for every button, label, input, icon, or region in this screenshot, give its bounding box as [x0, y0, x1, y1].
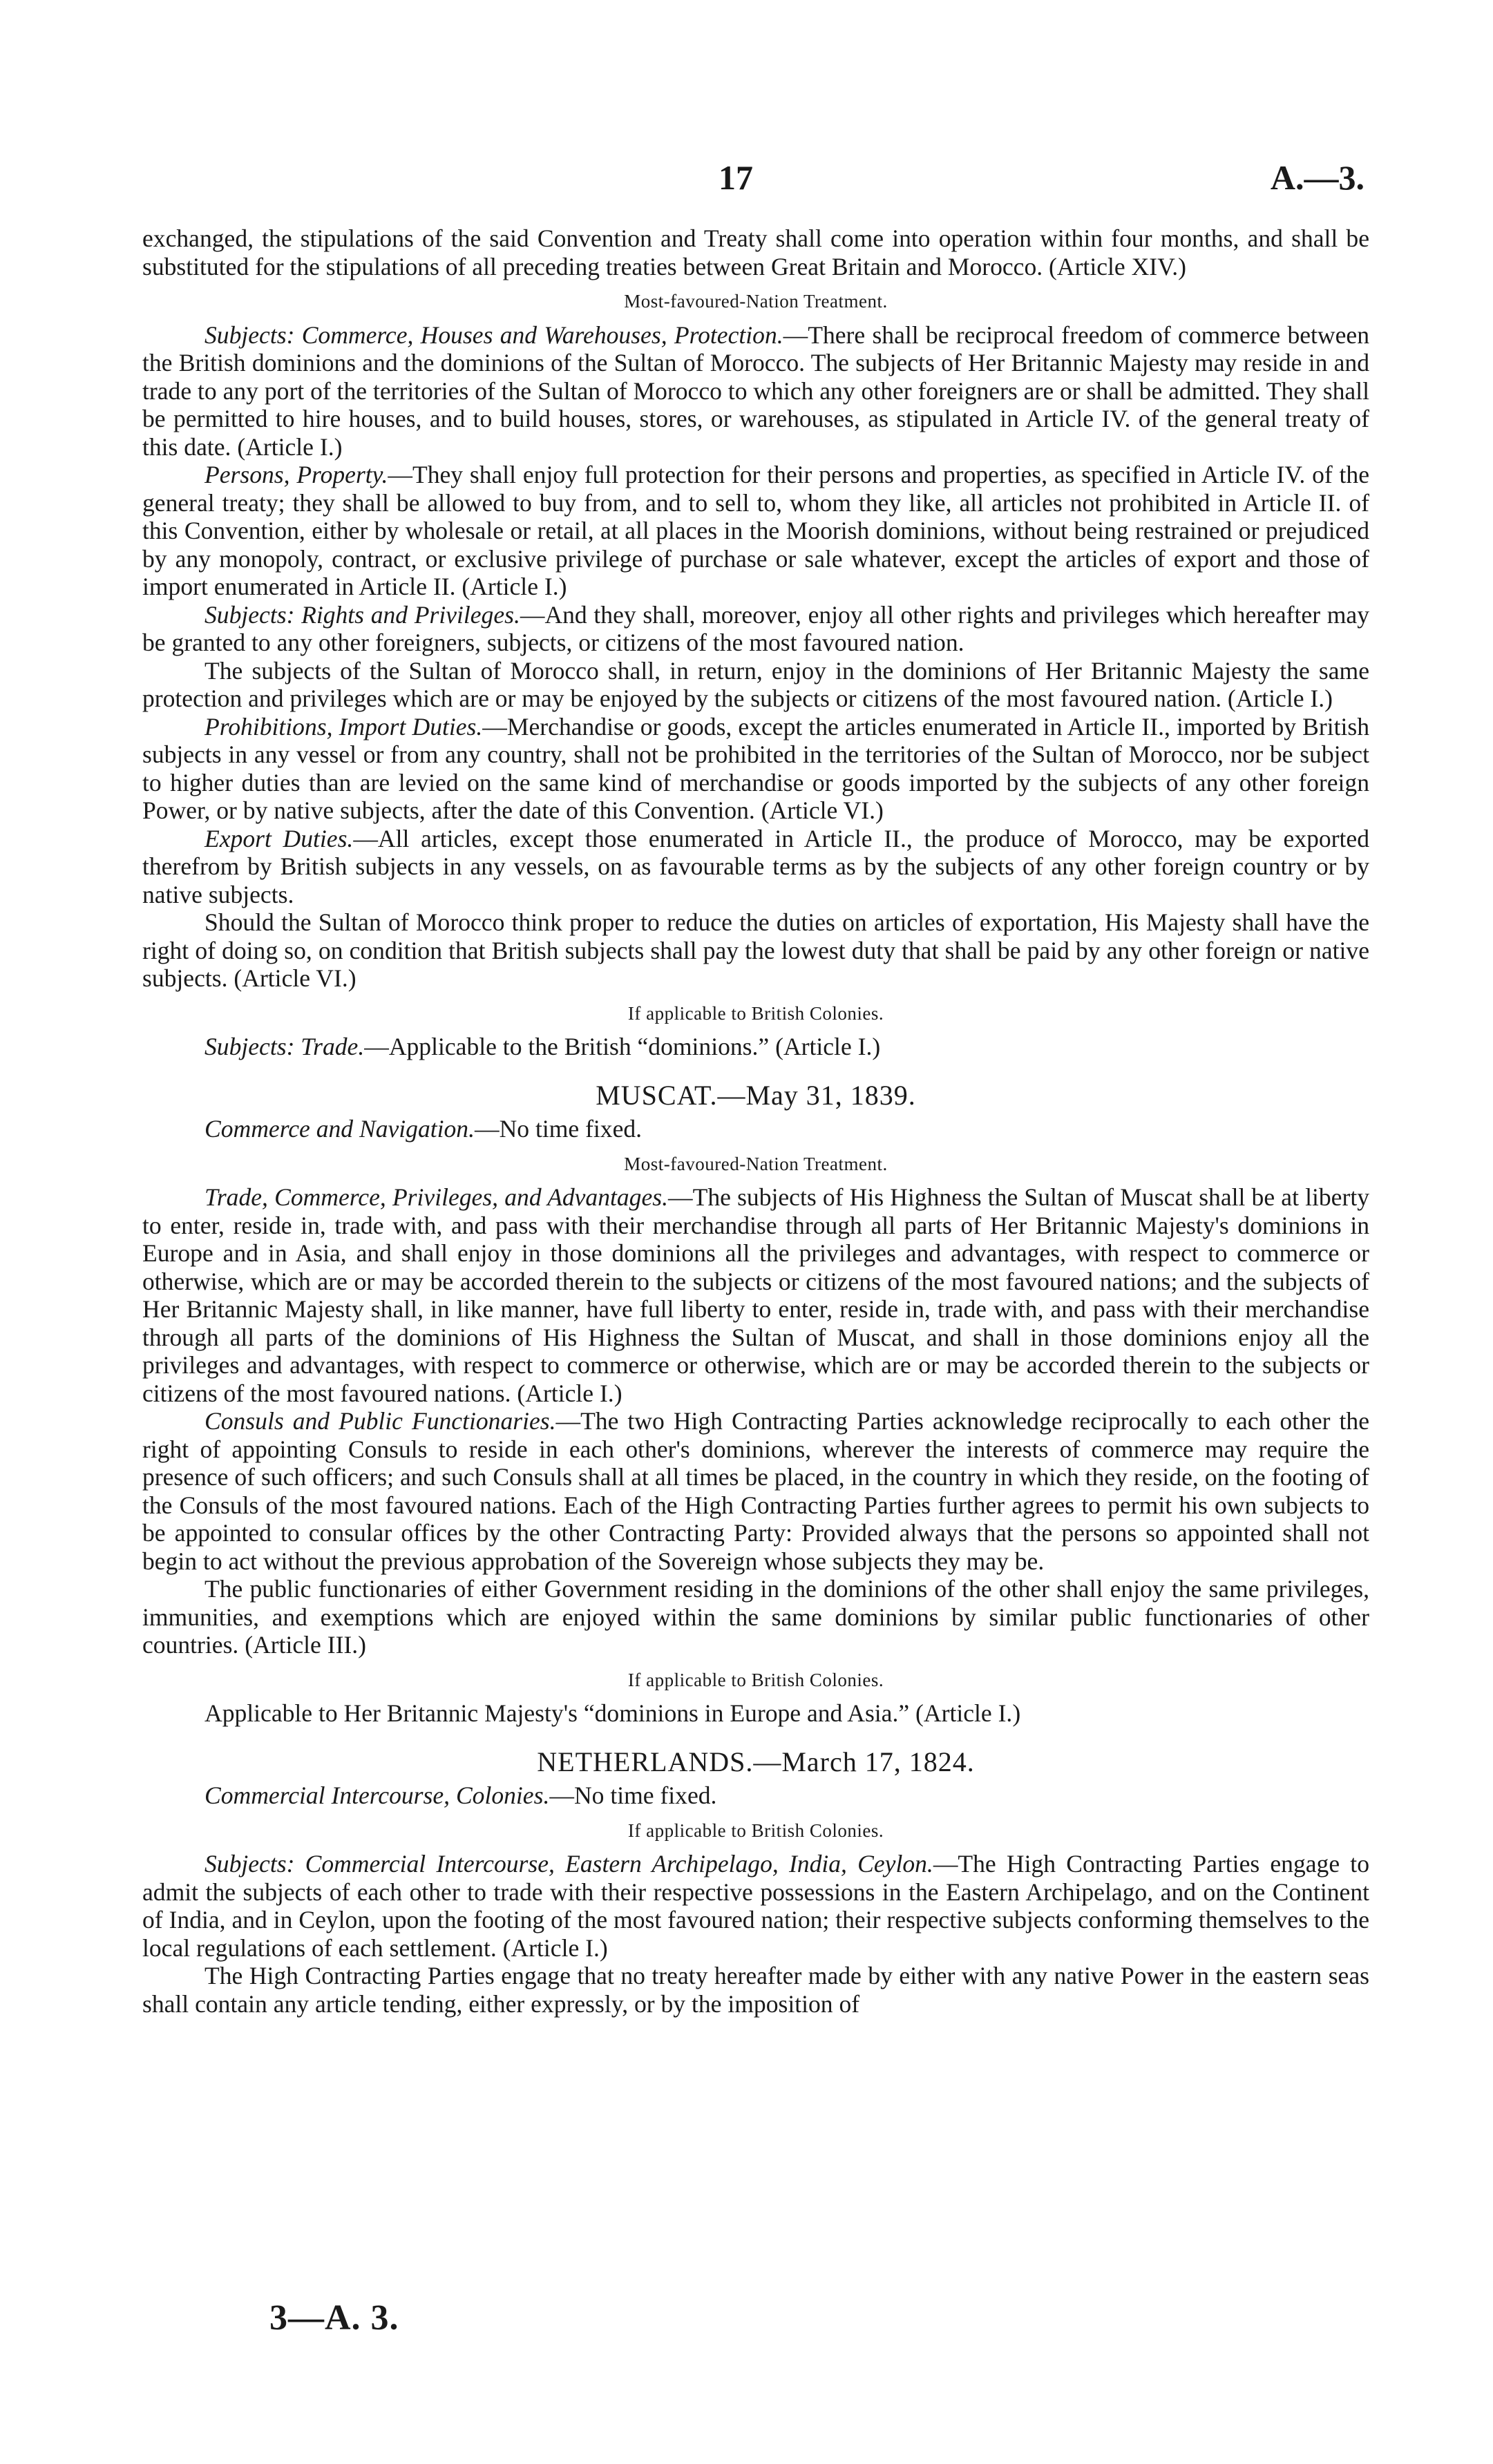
paragraph-lead: Persons, Property.: [205, 461, 388, 488]
paragraph-text: —The subjects of His Highness the Sultan of Muscat shall be at liberty to enter, reside in, trade with, and pass with their merchandise through all parts of Her Britannic Majesty's dominions in Europe and in Asia, and shall enjoy in those dominions all the privileges and advantages, with respect to commerce or otherwise, which are or may be accorded therein to the subjects or citizens of the most favoured nations; and the subjects of Her Britannic Majesty shall, in like manner, have full liberty to enter, reside in, trade with, and pass with their merchandise through all parts of the dominions of His Highness the Sultan of Muscat, and shall in those dominions enjoy all the privileges and advantages, with respect to commerce or otherwise, which are or may be accorded therein to the subjects or citizens of the most favoured nations. (Article I.): [142, 1183, 1369, 1407]
morocco-paragraph: [142, 1033, 1369, 1061]
morocco-colonies-heading: If applicable to British Colonies.: [627, 1002, 884, 1024]
paragraph-lead: Export Duties.: [205, 824, 354, 852]
netherlands-colonies-heading: If applicable to British Colonies.: [627, 1820, 884, 1841]
paragraph-lead: Commercial Intercourse, Colonies.: [205, 1782, 550, 1809]
paragraph-lead: Subjects: Commerce, Houses and Warehouses, Protection.: [205, 321, 783, 349]
paragraph-text: —The High Contracting Parties engage to admit the subjects of each other to trade with their respective possessions in the Eastern Archipelago, and on the Continent of India, and in Ceylon, upon the footing of the most favoured nation; their respective subjects conforming themselves to the local regulations of each settlement. (Article I.): [142, 1850, 1369, 1962]
muscat-paragraph: Applicable to Her Britannic Majesty's “dominions in Europe and Asia.” (Article I.): [205, 1699, 1021, 1727]
muscat-title: MUSCAT.—May 31, 1839.: [596, 1079, 916, 1111]
muscat-colonies-heading: If applicable to British Colonies.: [627, 1669, 884, 1690]
muscat-paragraph: [142, 1407, 1369, 1575]
netherlands-title: NETHERLANDS.—March 17, 1824.: [537, 1746, 975, 1777]
paragraph-text: —They shall enjoy full protection for their persons and properties, as specified in Article IV. of the general treaty; they shall be allowed to buy from, and to sell to, whom they like, all articles not prohibited in Article II. of this Convention, either by wholesale or retail, at all places in the Moorish dominions, without being restrained or prejudiced by any monopoly, contract, or exclusive privilege of purchase or sale whatever, except the articles of export and those of import enumerated in Article II. (Article I.): [142, 461, 1369, 600]
paragraph-text: —No time fixed.: [474, 1115, 643, 1143]
paragraph-text: —Merchandise or goods, except the articles enumerated in Article II., imported by British subjects in any vessel or from any country, shall not be prohibited in the territories of the Sultan of Morocco, nor be subject to higher duties than are levied on the same kind of merchandise or goods imported by the subjects of any other foreign Power, or by native subjects, after the date of this Convention. (Article VI.): [142, 712, 1370, 824]
document-body: [142, 225, 1369, 2018]
muscat-mfn-heading: Most-favoured-Nation Treatment.: [624, 1153, 888, 1174]
paragraph-lead: Commerce and Navigation.: [205, 1115, 475, 1143]
paragraph-text: —No time fixed.: [549, 1782, 717, 1809]
netherlands-paragraph: [142, 1850, 1369, 1962]
paragraph-lead: Consuls and Public Functionaries.: [205, 1407, 556, 1435]
morocco-paragraph: [142, 321, 1369, 461]
morocco-mfn-heading: Most-favoured-Nation Treatment.: [624, 291, 888, 312]
page-number: 17: [719, 158, 753, 197]
intro-paragraph: exchanged, the stipulations of the said Convention and Treaty shall come into operation within four months, and shall be substituted for the stipulations of all preceding treaties between Great Britain and Morocco. (Article XIV.): [142, 225, 1369, 280]
paragraph-text: —There shall be reciprocal freedom of commerce between the British dominions and the dominions of the Sultan of Morocco. The subjects of Her Britannic Majesty may reside in and trade to any port of the territories of the Sultan of Morocco to which any other foreigners are or shall be admitted. They shall be permitted to hire houses, and to build houses, stores, or warehouses, as stipulated in Article IV. of the general treaty of this date. (Article I.): [142, 321, 1369, 461]
footer-signature: 3—A. 3.: [269, 2298, 399, 2338]
netherlands-paragraph: The High Contracting Parties engage that no treaty hereafter made by either with any native Power in the eastern seas shall contain any article tending, either expressly, or by the imposition of: [142, 1962, 1369, 2018]
document-reference: A.—3.: [1270, 158, 1364, 197]
morocco-paragraph: The subjects of the Sultan of Morocco shall, in return, enjoy in the dominions of Her Britannic Majesty the same protection and privileges which are or may be enjoyed by the subjects or citizens of the most favoured nation. (Article I.): [142, 656, 1369, 712]
paragraph-text: —Applicable to the British “dominions.” (Article I.): [364, 1033, 881, 1060]
paragraph-text: —The two High Contracting Parties acknowledge reciprocally to each other the right of appointing Consuls to reside in each other's dominions, wherever the interests of commerce may require the presence of such officers; and such Consuls shall at all times be placed, in the country in which they reside, on the footing of the Consuls of the most favoured nations. Each of the High Contracting Parties further agrees to permit his own subjects to be appointed to consular offices by the other Contracting Party: Provided always that the persons so appointed shall not begin to act without the previous approbation of the Sovereign whose subjects they may be.: [142, 1407, 1369, 1575]
morocco-paragraph: [142, 713, 1369, 825]
paragraph-text: —All articles, except those enumerated in Article II., the produce of Morocco, may be exported therefrom by British subjects in any vessels, on as favourable terms as by the subjects of any other foreign country or by native subjects.: [142, 824, 1369, 908]
page-header: [0, 157, 1493, 206]
muscat-paragraph: The public functionaries of either Government residing in the dominions of the other shall enjoy the same privileges, immunities, and exemptions which are enjoyed within the same dominions by similar public functionaries of other countries. (Article III.): [142, 1575, 1369, 1659]
morocco-paragraph: Should the Sultan of Morocco think proper to reduce the duties on articles of exportation, His Majesty shall have the right of doing so, on condition that British subjects shall pay the lowest duty that shall be paid by any other foreign or native subjects. (Article VI.): [142, 908, 1369, 992]
paragraph-lead: Subjects: Trade.: [205, 1033, 365, 1060]
paragraph-lead: Subjects: Commercial Intercourse, Eastern Archipelago, India, Ceylon.: [205, 1850, 933, 1878]
muscat-term: [142, 1115, 1369, 1143]
morocco-paragraph: [142, 825, 1369, 909]
paragraph-text: —And they shall, moreover, enjoy all other rights and privileges which hereafter may be granted to any other foreigners, subjects, or citizens of the most favoured nation.: [142, 600, 1369, 656]
paragraph-lead: Trade, Commerce, Privileges, and Advantages.: [205, 1183, 669, 1211]
morocco-paragraph: [142, 461, 1369, 601]
morocco-paragraph: [142, 601, 1369, 657]
muscat-paragraph: [142, 1183, 1369, 1407]
paragraph-lead: Subjects: Rights and Privileges.: [205, 600, 520, 629]
netherlands-term: [142, 1782, 1369, 1810]
paragraph-lead: Prohibitions, Import Duties.: [205, 712, 483, 741]
